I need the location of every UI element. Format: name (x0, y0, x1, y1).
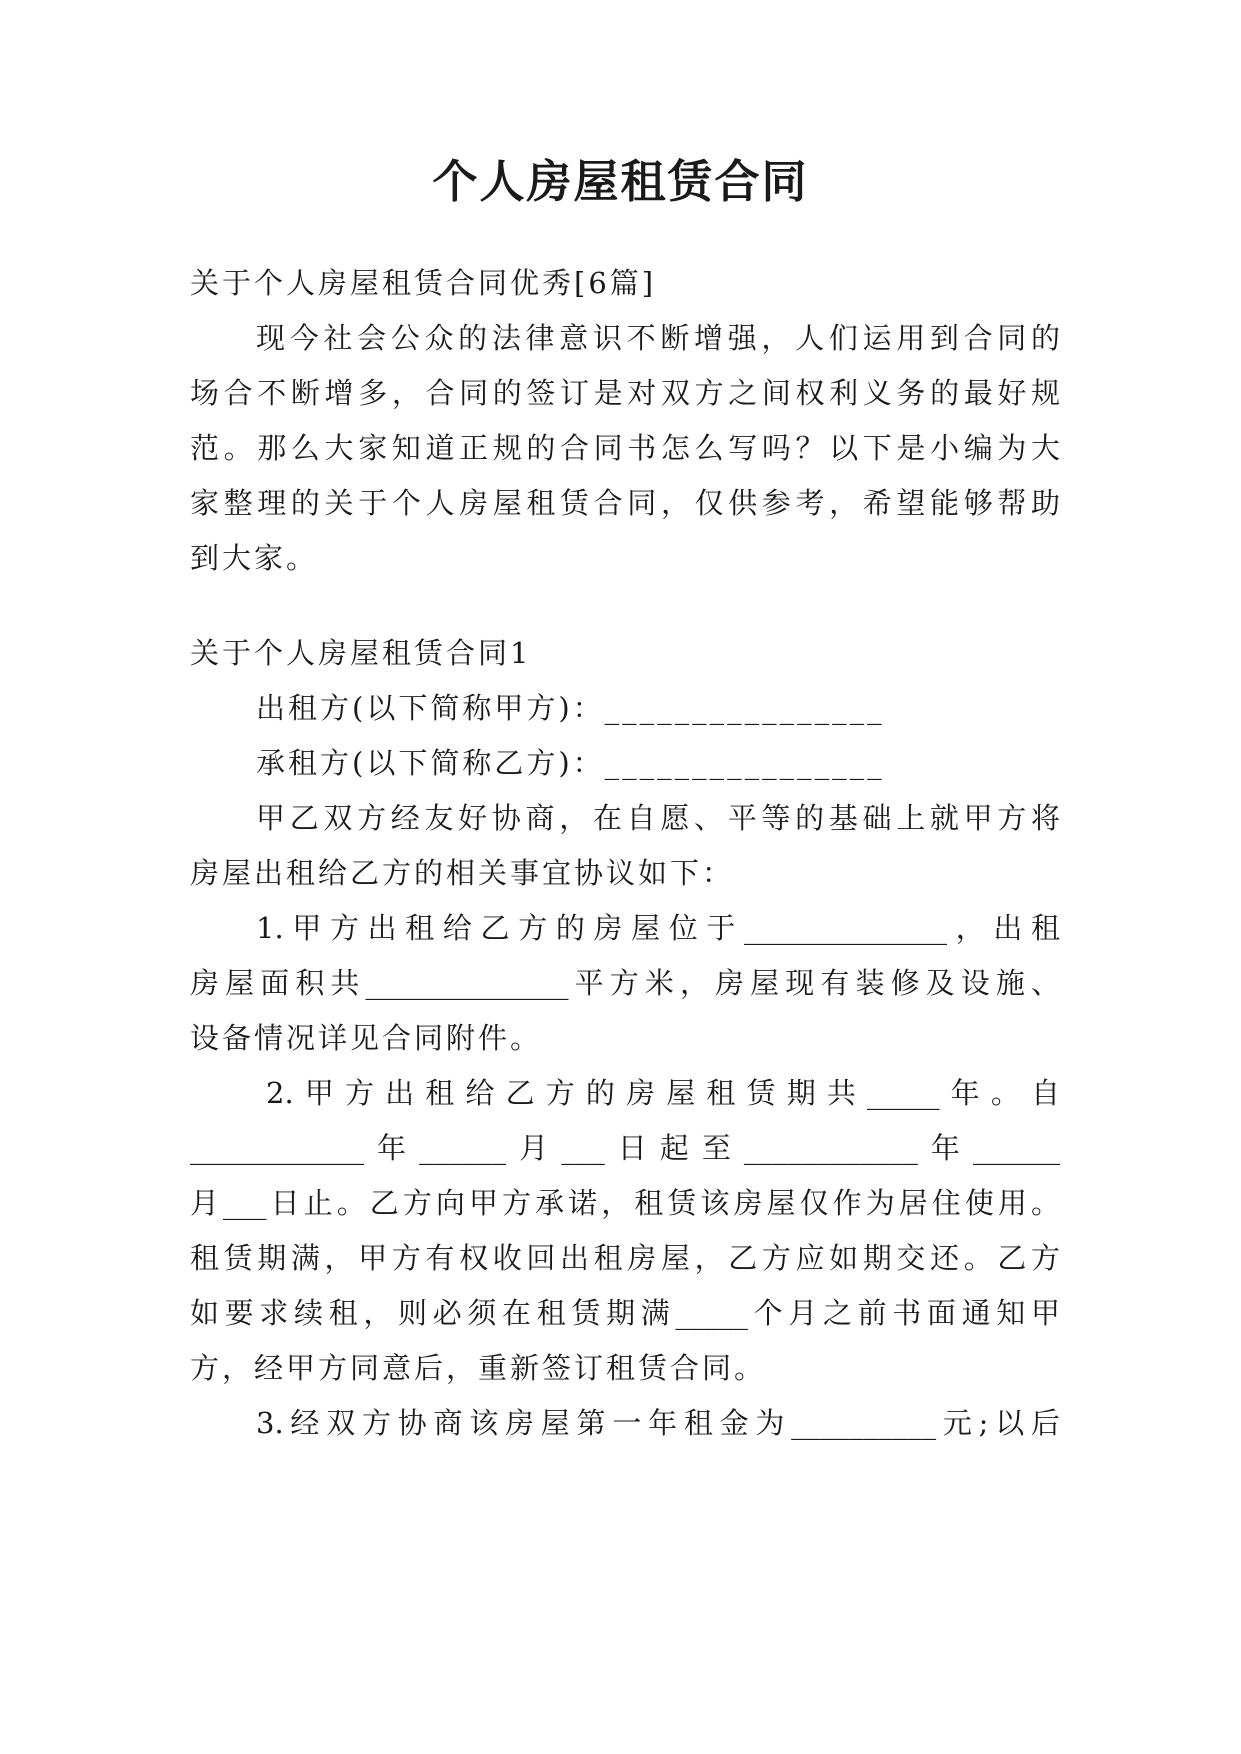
clause-2-line: 如要求续租，则必须在租赁期满_____个月之前书面通知甲 (190, 1296, 1060, 1330)
document-title: 个人房屋租赁合同 (432, 155, 809, 208)
section-heading: 关于个人房屋租赁合同1 (190, 636, 532, 670)
body-line: 场合不断增多，合同的签订是对双方之间权利义务的最好规 (190, 376, 1060, 410)
clause-1-line: 设备情况详见合同附件。 (190, 1021, 543, 1055)
clause-2-line: 方，经甲方同意后，重新签订租赁合同。 (190, 1351, 767, 1385)
lessee-field: 承租方(以下简称乙方)：________________ (256, 746, 885, 780)
lessor-field: 出租方(以下简称甲方)：________________ (256, 691, 885, 725)
body-line: 到大家。 (190, 541, 319, 575)
clause-2-line: 月___日止。乙方向甲方承诺，租赁该房屋仅作为居住使用。 (190, 1186, 1060, 1220)
clause-2-line: ____________年______月___日起至____________年______ (190, 1131, 1060, 1165)
body-line: 范。那么大家知道正规的合同书怎么写吗？以下是小编为大 (190, 431, 1060, 465)
clause-2-line: 租赁期满，甲方有权收回出租房屋，乙方应如期交还。乙方 (190, 1241, 1060, 1275)
clause-3-line: 3.经双方协商该房屋第一年租金为__________元;以后 (256, 1406, 1060, 1440)
body-line: 现今社会公众的法律意识不断增强，人们运用到合同的 (256, 321, 1060, 355)
body-line: 房屋出租给乙方的相关事宜协议如下： (190, 856, 735, 890)
clause-2-line: 2.甲方出租给乙方的房屋租赁期共_____年。自 (266, 1076, 1060, 1110)
body-line: 家整理的关于个人房屋租赁合同，仅供参考，希望能够帮助 (190, 486, 1060, 520)
clause-1-line: 房屋面积共______________平方米，房屋现有装修及设施、 (190, 966, 1060, 1000)
subtitle-line: 关于个人房屋租赁合同优秀[6篇] (190, 266, 657, 300)
clause-1-line: 1.甲方出租给乙方的房屋位于______________，出租 (256, 911, 1060, 945)
body-line: 甲乙双方经友好协商，在自愿、平等的基础上就甲方将 (256, 801, 1060, 835)
